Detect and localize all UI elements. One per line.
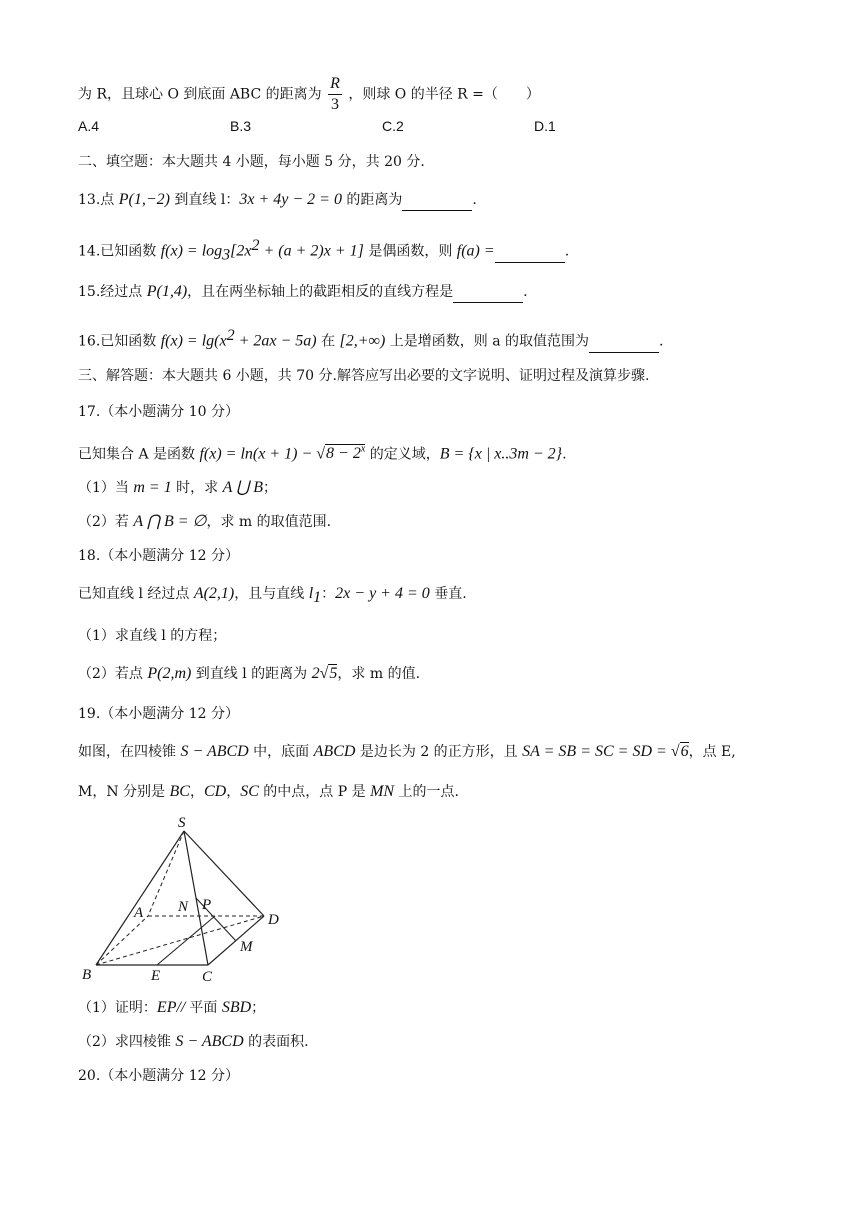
q15-text-a: 15.经过点 xyxy=(78,284,147,300)
q12-option-c: C.2 xyxy=(382,118,404,134)
edge-BA xyxy=(96,916,148,965)
q17-p1-union: A ⋃ B xyxy=(222,479,264,496)
q13-end: . xyxy=(472,192,477,208)
label-P: P xyxy=(202,897,212,913)
q13-text-b: 到直线 l： xyxy=(169,192,240,208)
q19-l2-text-d: 的中点，点 P 是 xyxy=(258,784,371,800)
edge-SB xyxy=(96,831,184,965)
q13-answer-blank[interactable] xyxy=(402,190,472,211)
q12-frac-num: R xyxy=(328,74,342,95)
q18-l1: l xyxy=(308,585,314,602)
q19-base: ABCD xyxy=(313,743,356,760)
q19-p2-text-b: 的表面积. xyxy=(243,1034,309,1050)
q18-stem xyxy=(78,584,467,608)
q18-p2-text-a: （2）若点 xyxy=(78,666,148,682)
q18-line-eq: 2x − y + 4 = 0 xyxy=(335,585,430,602)
label-S: S xyxy=(178,815,186,831)
q12-text-b: ，则球 O 的半径 R =（ ） xyxy=(348,86,540,103)
q14-func-c: + (a + 2)x + 1] xyxy=(259,242,364,260)
q18-part1: （1）求直线 l 的方程； xyxy=(78,628,227,644)
q13-text-c: 的距离为 xyxy=(341,192,403,208)
q12-fraction xyxy=(328,74,342,115)
q19-radicand: 6 xyxy=(680,743,689,760)
q17-end: . xyxy=(562,446,567,463)
q14-exp: 2 xyxy=(251,237,260,254)
q18-heading: 18.（本小题满分 12 分） xyxy=(78,548,239,564)
q19-text-d: ，点 E, xyxy=(688,744,736,760)
q14-log-base: 3 xyxy=(222,246,231,264)
q18-p2-end: ，求 m 的值. xyxy=(337,666,421,682)
label-N: N xyxy=(178,899,189,915)
q19-p2-pyramid: S − ABCD xyxy=(175,1033,244,1050)
q12-frac-den: 3 xyxy=(330,96,339,113)
q19-part2 xyxy=(78,1032,309,1052)
q17-radicand-text: 8 − 2 xyxy=(326,445,361,463)
q18-l1-sub: 1 xyxy=(313,588,322,606)
q16-end: . xyxy=(659,333,664,350)
q17-p1-end: ； xyxy=(263,480,278,496)
q16-text-a: 16.已知函数 xyxy=(78,333,161,350)
q14 xyxy=(78,236,569,265)
q14-end: . xyxy=(564,243,570,260)
q19-l2-sep1: ， xyxy=(189,784,204,800)
q14-func-b: [2x xyxy=(230,242,252,260)
section2-title: 二、填空题：本大题共 4 小题，每小题 5 分，共 20 分. xyxy=(78,154,425,170)
q17-p1-m: m = 1 xyxy=(133,479,172,496)
q18-text-a: 已知直线 l 经过点 xyxy=(78,586,194,602)
q17-p1-text-a: （1）当 xyxy=(78,480,134,496)
q20-heading: 20.（本小题满分 12 分） xyxy=(78,1068,239,1084)
diagonal-BD xyxy=(96,916,264,965)
q19-part1 xyxy=(78,998,265,1018)
q19-stem-line1: 如图，在四棱锥 S − ABCD 中，底面 ABCD 是边长为 2 的正方形，且 SA = SB = SC = SD = √6，点 E, xyxy=(78,743,736,760)
q12-option-b: B.3 xyxy=(230,118,252,134)
q19-p1-sbd: SBD xyxy=(221,999,252,1016)
q19-p2-text-a: （2）求四棱锥 xyxy=(78,1034,176,1050)
q14-func-a: f(x) = log xyxy=(160,242,223,260)
q15-point: P(1,4) xyxy=(146,283,188,300)
label-D: D xyxy=(268,912,279,928)
q16-func-a: f(x) = lg(x xyxy=(160,332,227,350)
q17-p1-text-b: 时，求 xyxy=(171,480,223,496)
q13-point: P(1,−2) xyxy=(118,191,170,208)
pyramid-figure xyxy=(78,813,290,985)
label-B: B xyxy=(82,967,92,983)
q15-answer-blank[interactable] xyxy=(453,282,523,303)
q19-text-a: 如图，在四棱锥 xyxy=(78,744,181,760)
label-E: E xyxy=(151,968,161,984)
q17-stem: 已知集合 A 是函数 $f(x) = \ln(x + 1) - √8 - 2^x$ 的定义域，B = {x | x..3m − 2}. xyxy=(78,444,567,463)
q15 xyxy=(78,282,528,303)
q17-p2-text-a: （2）若 xyxy=(78,514,134,530)
q18-text-c: ： xyxy=(321,586,336,602)
q19-p1-ep: EP// xyxy=(156,999,190,1016)
q16-func-b: + 2ax − 5a) xyxy=(234,332,317,350)
q17-radicand-exp: x xyxy=(360,444,366,455)
q15-end: . xyxy=(523,284,528,300)
label-A: A xyxy=(134,905,144,921)
q18-text-d: 垂直. xyxy=(429,586,467,602)
q18-p2-coef: 2 xyxy=(311,665,320,682)
q12-text-a: 为 R，且球心 O 到底面 ABC 的距离为 xyxy=(78,86,322,103)
q17-part2 xyxy=(78,512,331,532)
q18-p2-point: P(2,m) xyxy=(147,665,192,682)
q13 xyxy=(78,190,477,211)
q13-line-eq: 3x + 4y − 2 = 0 xyxy=(239,191,342,208)
q19-l2-mn: MN xyxy=(370,783,395,800)
q14-fa: f(a) = xyxy=(456,242,495,260)
q19-heading: 19.（本小题满分 12 分） xyxy=(78,706,239,722)
q16-text-c: 上是增函数，则 a 的取值范围为 xyxy=(385,333,589,350)
q19-l2-cd: CD xyxy=(203,783,227,800)
q17-text-a: 已知集合 A 是函数 xyxy=(78,446,200,463)
q19-p1-text-b: 平面 xyxy=(189,1000,222,1016)
q19-l2-sep2: ， xyxy=(226,784,241,800)
q13-text-a: 13.点 xyxy=(78,192,119,208)
q16-interval: [2,+∞) xyxy=(339,332,386,350)
q19-p1-end: ； xyxy=(251,1000,266,1016)
q12-stem xyxy=(78,74,540,114)
q17-radicand xyxy=(325,444,365,462)
q17-p2-text-b: ，求 m 的取值范围. xyxy=(206,514,332,530)
q18-p2-radicand: 5 xyxy=(329,665,338,682)
q16-answer-blank[interactable] xyxy=(589,332,659,353)
q19-l2-bc: BC xyxy=(169,783,190,800)
q19-p1-text-a: （1）证明： xyxy=(78,1000,157,1016)
q18-p2-text-b: 到直线 l 的距离为 xyxy=(191,666,312,682)
q17-heading: 17.（本小题满分 10 分） xyxy=(78,404,239,420)
q18-point: A(2,1) xyxy=(193,585,235,602)
q14-text-b: 是偶函数，则 xyxy=(363,243,457,260)
q19-l2-end: 上的一点. xyxy=(394,784,459,800)
label-M: M xyxy=(240,939,253,955)
label-C: C xyxy=(202,969,213,985)
q17-text-b: 的定义域， xyxy=(365,446,440,463)
q14-text-a: 14.已知函数 xyxy=(78,243,161,260)
q18-part2: （2）若点 P(2,m) 到直线 l 的距离为 2√5，求 m 的值. xyxy=(78,665,421,682)
q18-text-b: ，且与直线 xyxy=(234,586,309,602)
q19-l2-text-a: M，N 分别是 xyxy=(78,784,170,800)
q16-exp: 2 xyxy=(226,327,235,344)
q16 xyxy=(78,326,663,353)
q19-edges: SA = SB = SC = SD = xyxy=(522,743,671,760)
q17-p2-intersection: A ⋂ B = ∅ xyxy=(133,513,207,530)
q19-pyramid: S − ABCD xyxy=(180,743,249,760)
q19-text-c: 是边长为 2 的正方形，且 xyxy=(355,744,523,760)
q12-option-a: A.4 xyxy=(78,118,100,134)
q14-answer-blank[interactable] xyxy=(495,242,565,263)
q17-part1 xyxy=(78,478,277,498)
edge-SD xyxy=(184,831,264,916)
q16-text-b: 在 xyxy=(316,333,340,350)
q17-func: f(x) = ln(x + 1) − xyxy=(199,445,317,463)
q12-option-d: D.1 xyxy=(534,118,556,134)
q15-text-b: ，且在两坐标轴上的截距相反的直线方程是 xyxy=(187,284,454,300)
q19-stem-line2 xyxy=(78,782,459,802)
q19-l2-sc: SC xyxy=(240,783,259,800)
q19-text-b: 中，底面 xyxy=(248,744,314,760)
q17-set-b: B = {x | x..3m − 2} xyxy=(439,445,563,463)
section3-title: 三、解答题：本大题共 6 小题，共 70 分.解答应写出必要的文字说明、证明过程及演算步骤. xyxy=(78,368,650,384)
